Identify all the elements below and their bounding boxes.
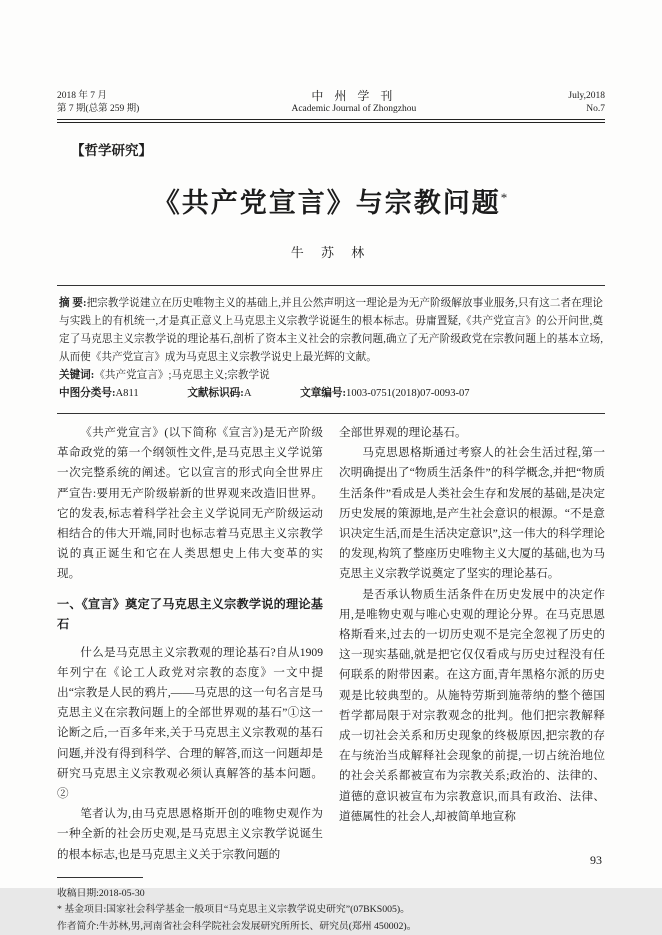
article-title (57, 181, 605, 220)
journal-name (291, 90, 416, 115)
article-body (57, 423, 605, 865)
section-label: 【哲学研究】 (71, 143, 152, 158)
abstract-label: 摘 要: (59, 298, 87, 309)
paragraph: 马克思恩格斯通过考察人的社会生活过程,第一次明确提出了“物质生活条件”的科学概念,并把“物质生活条件”看成是人类社会生存和发展的基础,是决定历史发展的策源地,是产生社会意识的根源。“不是意识决定生活,而是生活决定意识”,这一伟大的科学理论的发现,构筑了整座历史唯物主义大厦的基础,也为马克思主义宗教学说奠定了坚实的理论基石。 (339, 446, 606, 581)
issue-number-cn: 第 7 期(总第 259 期) (57, 103, 140, 114)
keywords-label: 关键词: (59, 370, 95, 381)
journal-name-cn: 中 州 学 刊 (311, 89, 397, 103)
doc-code-item (187, 385, 251, 403)
page-number: 93 (590, 853, 602, 867)
footnotes-block (57, 886, 605, 935)
doc-code-value: A (243, 388, 252, 399)
abstract-paragraph (59, 295, 603, 367)
article-no-value: 1003-0751(2018)07-0093-07 (346, 388, 470, 399)
right-column (339, 423, 605, 865)
footnote-received-date: 收稿日期:2018-05-30 (57, 887, 145, 899)
header-issue-en (568, 90, 605, 115)
header-divider-rule (57, 119, 605, 123)
doc-code-label: 文献标识码: (187, 388, 244, 399)
paragraph: 什么是马克思主义宗教观的理论基石?自从1909年列宁在《论工人政党对宗教的态度》一文中提出“宗教是人民的鸦片,——马克思的这一句名言是马克思主义在宗教问题上的全部世界观的基石”①这一论断之后,一百多年来,关于马克思主义宗教观的基石问题,并没有得到科学、合理的解答,而这一问题却是研究马克思主义宗教观必须认真解答的基本问题。② (57, 645, 323, 801)
keywords-text: 《共产党宣言》;马克思主义;宗教学说 (94, 370, 270, 381)
article-no-item (300, 385, 469, 403)
paragraph: 是否承认物质生活条件在历史发展中的决定作用,是唯物史观与唯心史观的理论分界。在马克思恩格斯看来,过去的一切历史观不是完全忽视了历史的这一现实基础,就是把它仅仅看成与历史过程没有任何联系的附带因素。在这方面,青年黑格尔派的历史观是比较典型的。从施特劳斯到施蒂纳的整个德国哲学都局限于对宗教观念的批判。他们把宗教解释成一切社会关系和历史现象的终极原因,把宗教的存在与统治当成解释社会现象的前提,一切占统治地位的社会关系都被宣布为宗教关系;政治的、法律的、道德的意识被宣布为宗教意识,而具有政治、法律、道德属性的社会人,却被简单地宣称 (339, 587, 605, 823)
classification-line (59, 385, 603, 403)
issue-number-en: No.7 (586, 103, 605, 114)
left-column (57, 423, 323, 865)
clc-value: A811 (115, 388, 139, 399)
keywords-line (59, 367, 603, 385)
clc-item (59, 385, 139, 403)
title-footnote-marker: * (500, 190, 510, 205)
paragraph-continuation: 全部世界观的理论基石。 (339, 426, 467, 439)
section-heading-1: 一、《宣言》奠定了马克思主义宗教学说的理论基石 (57, 596, 323, 631)
abstract-block (57, 285, 605, 414)
article-no-label: 文章编号: (300, 388, 347, 399)
paragraph: 笔者认为,由马克思恩格斯开创的唯物史观作为一种全新的社会历史观,是马克思主义宗教学说诞生的根本标志,也是马克思主义关于宗教问题的 (57, 807, 323, 861)
paragraph: 《共产党宣言》(以下简称《宣言》)是无产阶级革命政党的第一个纲领性文件,是马克思主义学说第一次完整系统的阐述。它以宣言的形式向全世界庄严宣告:要用无产阶级崭新的世界观来改造旧世界。它的发表,标志着科学社会主义学说同无产阶级运动相结合的伟大开端,同时也标志着马克思主义宗教学说的真正诞生和它在人类思想史上伟大变革的实现。 (57, 426, 323, 581)
issue-date-cn: 2018 年 7 月 (57, 91, 107, 101)
article-author: 牛 苏 林 (290, 245, 372, 260)
issue-date-en: July,2018 (568, 91, 605, 101)
abstract-text: 把宗教学说建立在历史唯物主义的基础上,并且公然声明这一理论是为无产阶级解放事业服务,只有这二者在理论与实践上的有机统一,才是真正意义上马克思主义宗教学说诞生的根本标志。毋庸置疑,《共产党宣言》的公开问世,奠定了马克思主义宗教学说的理论基石,剖析了资本主义社会的宗教问题,确立了无产阶级政党在宗教问题上的基本立场,从而使《共产党宣言》成为马克思主义宗教学说史上最光辉的文献。 (59, 298, 603, 363)
article-title-text: 《共产党宣言》与宗教问题 (152, 188, 501, 218)
footnote-fund-project: * 基金项目:国家社会科学基金一般项目“马克思主义宗教学说史研究”(07BKS005)。 (57, 904, 410, 916)
journal-header (57, 90, 605, 115)
header-issue-cn (57, 90, 139, 115)
footnote-author-bio: 作者简介:牛苏林,男,河南省社会科学院社会发展研究所所长、研究员(郑州 450002)。 (57, 920, 417, 932)
footnote-divider-rule (57, 877, 143, 878)
clc-label: 中图分类号: (59, 388, 116, 399)
journal-name-en: Academic Journal of Zhongzhou (291, 103, 417, 114)
